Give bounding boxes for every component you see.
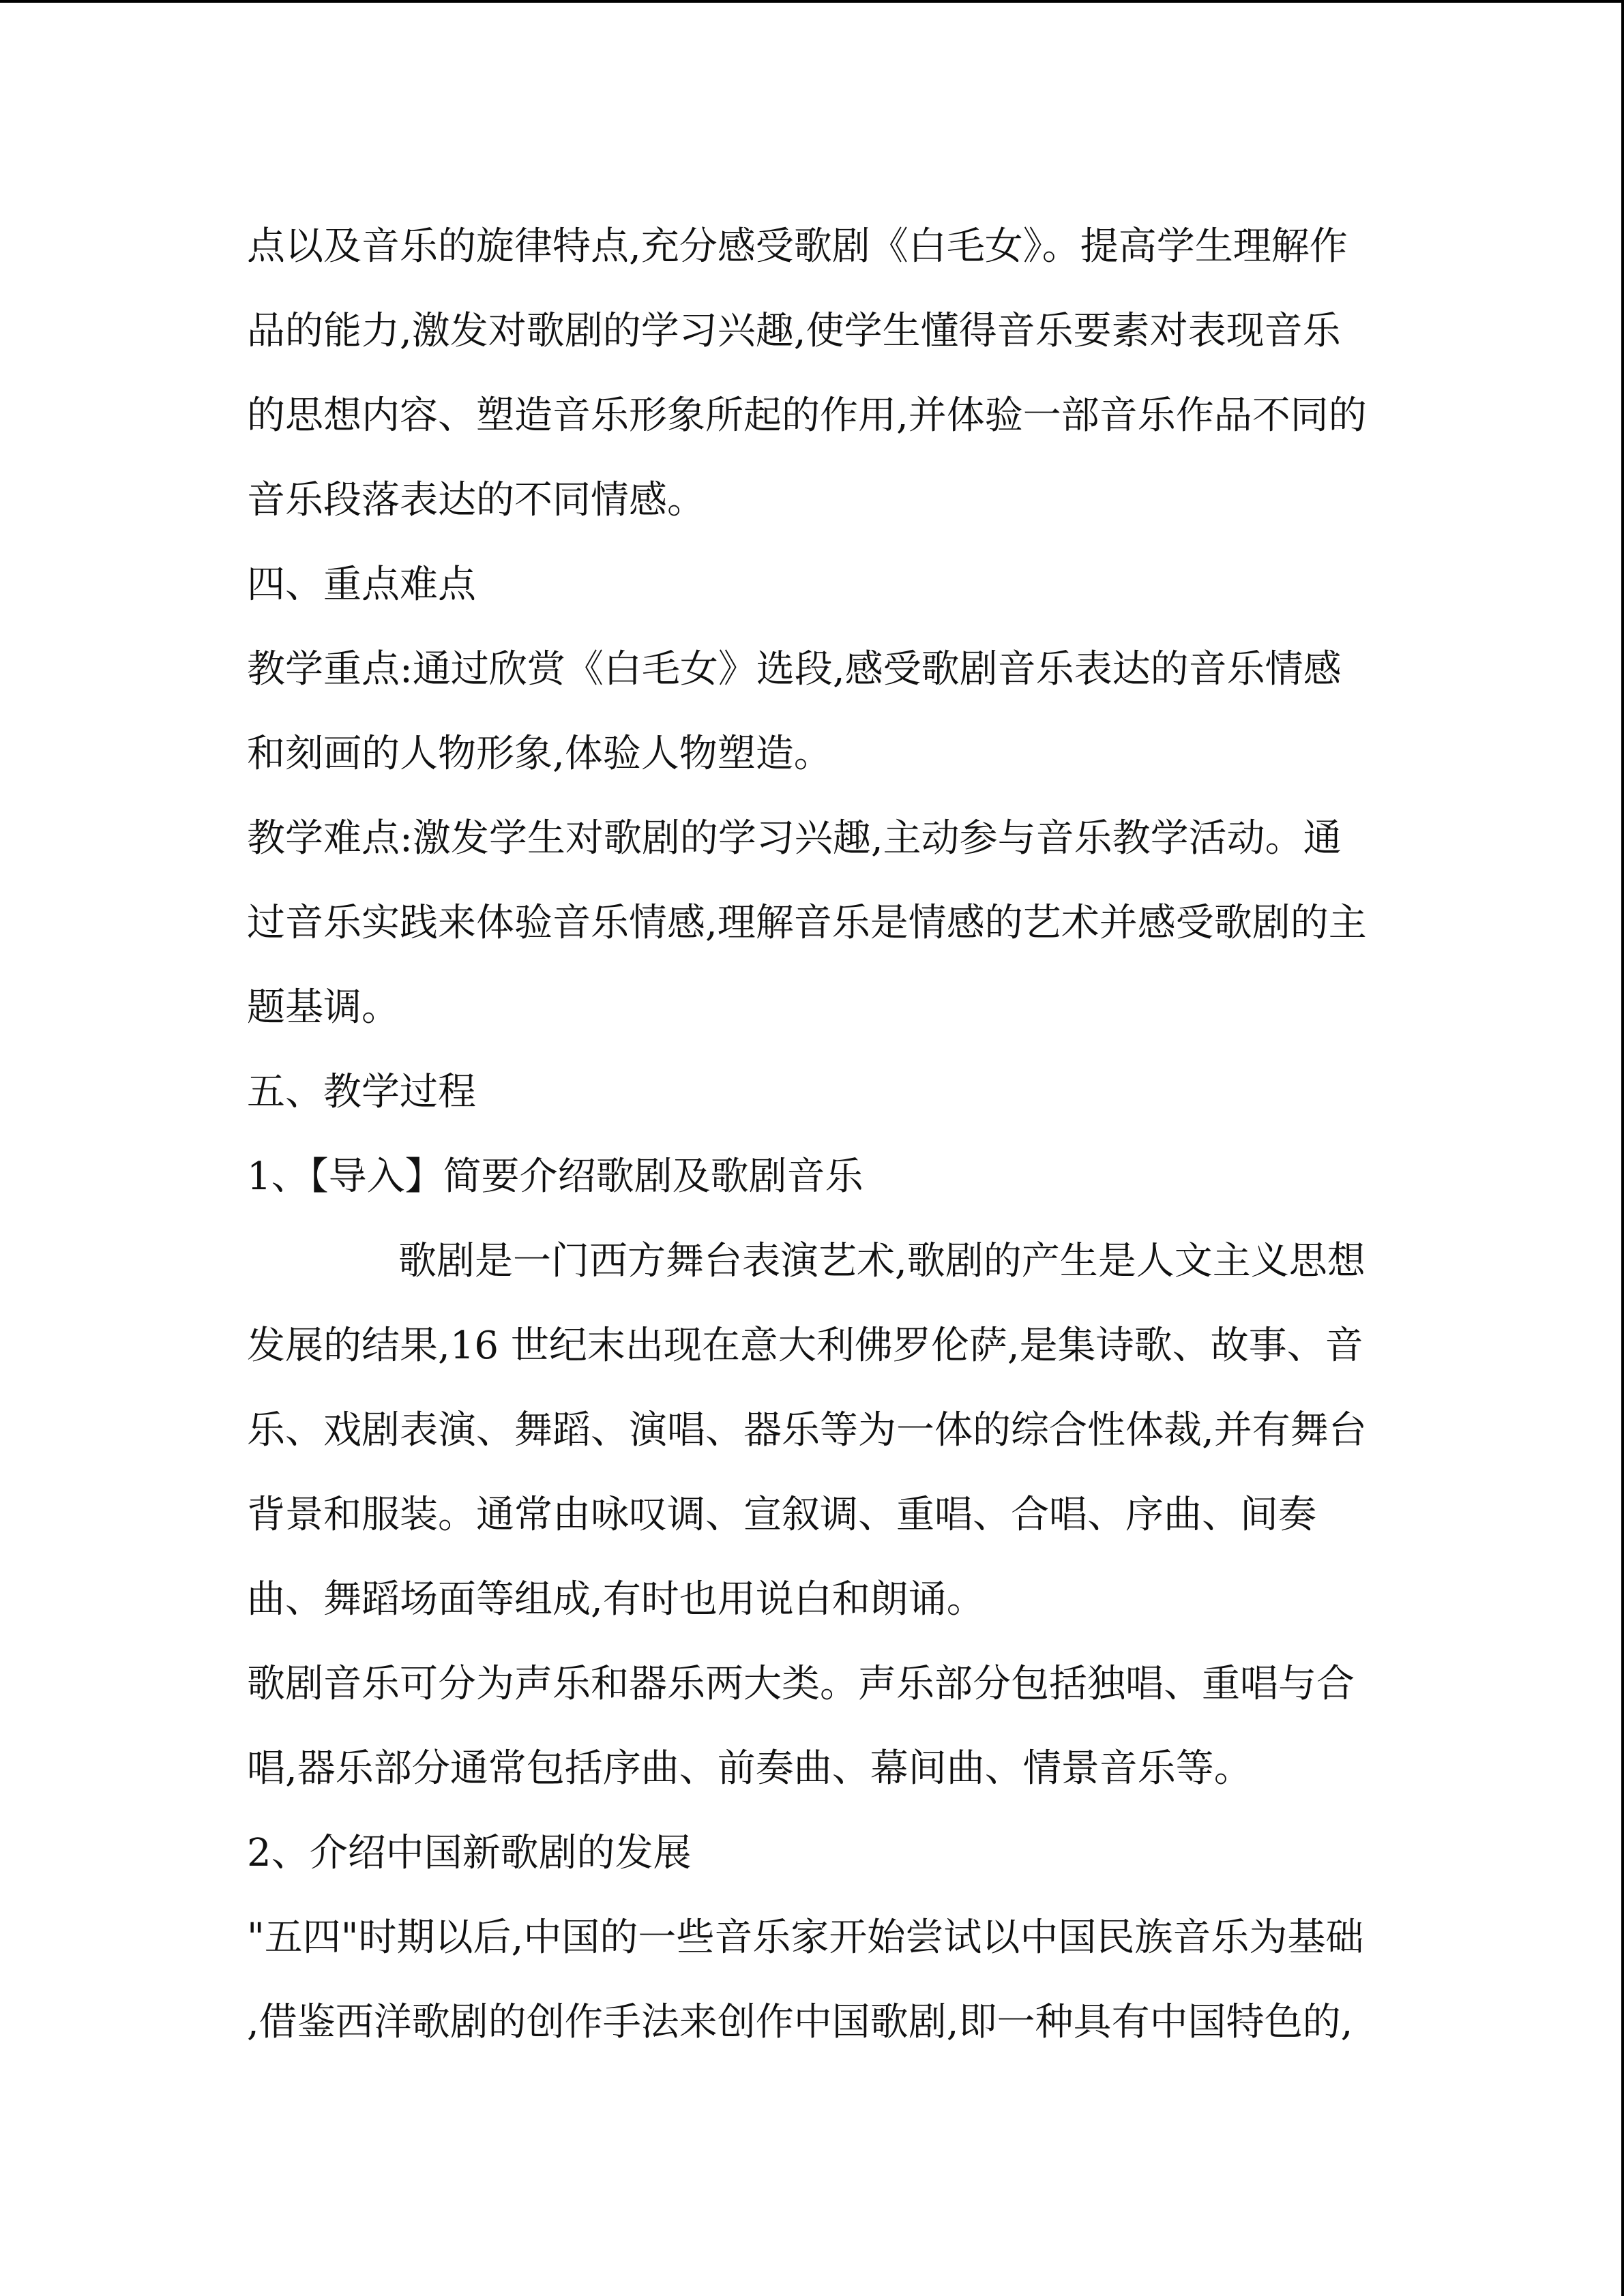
document-body: [247, 205, 1379, 2065]
text-line: 题基调。: [247, 985, 400, 1030]
page-border-top: [0, 0, 1624, 3]
text-line: 点以及音乐的旋律特点,充分感受歌剧《白毛女》。提高学生理解作: [247, 224, 1348, 269]
text-line: 音乐段落表达的不同情感。: [247, 478, 705, 522]
text-line: ,借鉴西洋歌剧的创作手法来创作中国歌剧,即一种具有中国特色的,: [247, 2000, 1353, 2044]
text-line: 歌剧音乐可分为声乐和器乐两大类。声乐部分包括独唱、重唱与合: [247, 1662, 1355, 1706]
text-line: 曲、舞蹈场面等组成,有时也用说白和朗诵。: [247, 1577, 985, 1622]
section-heading: 五、教学过程: [247, 1070, 476, 1114]
text-line: 乐、戏剧表演、舞蹈、演唱、器乐等为一体的综合性体裁,并有舞台: [247, 1408, 1367, 1452]
text-line: 歌剧是一门西方舞台表演艺术,歌剧的产生是人文主义思想: [398, 1239, 1365, 1283]
subsection-heading: 2、介绍中国新歌剧的发展: [247, 1831, 692, 1875]
text-line: 品的能力,激发对歌剧的学习兴趣,使学生懂得音乐要素对表现音乐: [247, 309, 1341, 353]
text-line: 背景和服装。通常由咏叹调、宣叙调、重唱、合唱、序曲、间奏: [247, 1493, 1316, 1537]
text-line: 发展的结果,16 世纪末出现在意大利佛罗伦萨,是集诗歌、故事、音: [247, 1324, 1363, 1368]
page-border-right: [1621, 0, 1624, 2296]
text-line: 教学重点:通过欣赏《白毛女》选段,感受歌剧音乐表达的音乐情感: [247, 647, 1342, 691]
text-line: 的思想内容、塑造音乐形象所起的作用,并体验一部音乐作品不同的: [247, 393, 1367, 438]
text-line: 和刻画的人物形象,体验人物塑造。: [247, 732, 832, 776]
section-heading: 四、重点难点: [247, 563, 476, 607]
text-line: 唱,器乐部分通常包括序曲、前奏曲、幕间曲、情景音乐等。: [247, 1746, 1252, 1791]
text-line: 教学难点:激发学生对歌剧的学习兴趣,主动参与音乐教学活动。通: [247, 816, 1342, 861]
text-line: "五四"时期以后,中国的一些音乐家开始尝试以中国民族音乐为基础: [247, 1915, 1364, 1960]
text-line: 过音乐实践来体验音乐情感,理解音乐是情感的艺术并感受歌剧的主: [247, 901, 1367, 945]
subsection-heading: 1、【导入】简要介绍歌剧及歌剧音乐: [247, 1154, 863, 1199]
